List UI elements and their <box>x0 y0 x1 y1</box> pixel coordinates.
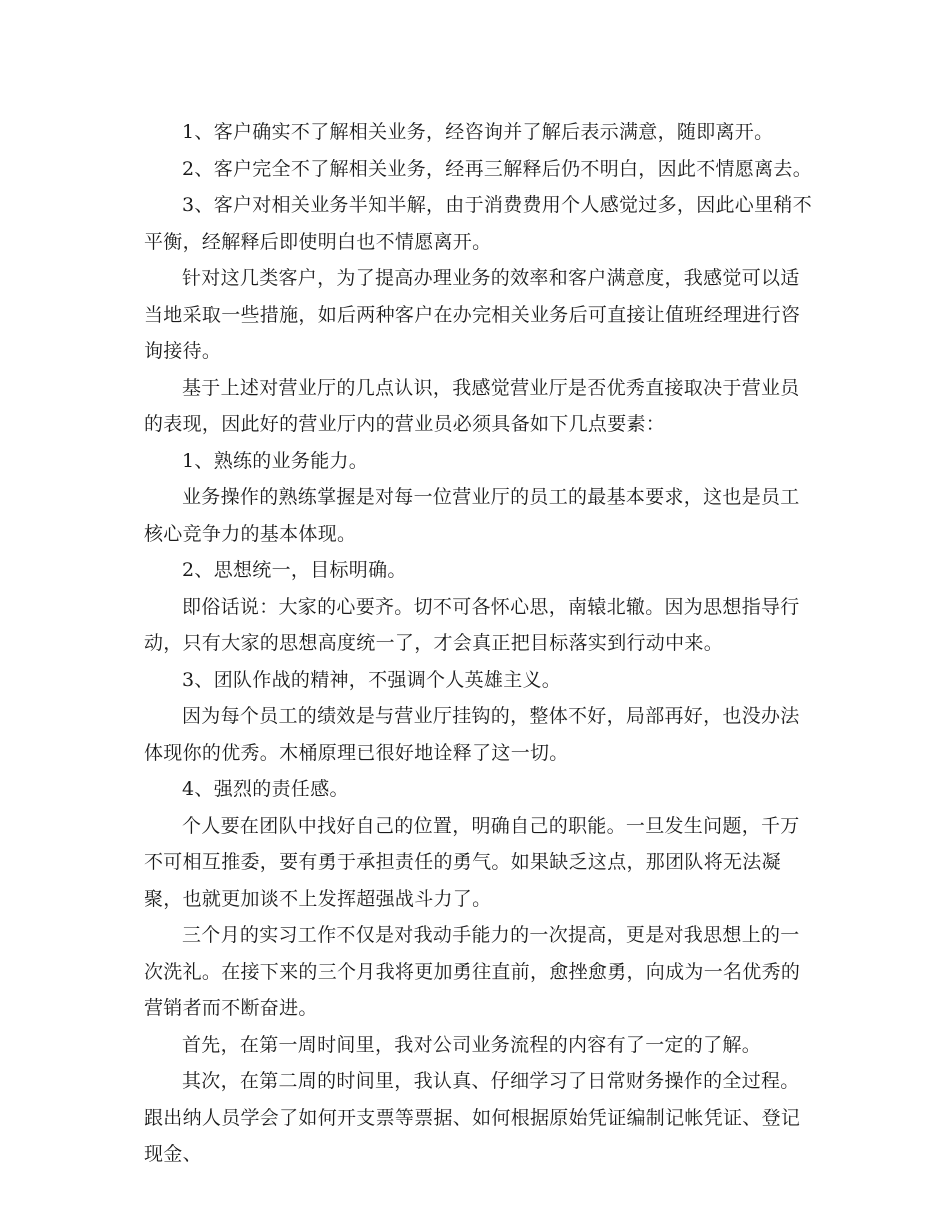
paragraph: 1、客户确实不了解相关业务，经咨询并了解后表示满意，随即离开。 <box>182 121 774 143</box>
paragraph: 基于上述对营业厅的几点认识，我感觉营业厅是否优秀直接取决于营业员的表现，因此好的营业厅内的营业员必须具备如下几点要素： <box>144 376 800 435</box>
paragraph: 业务操作的熟练掌握是对每一位营业厅的员工的最基本要求，这也是员工核心竞争力的基本体现。 <box>144 486 800 545</box>
document-body <box>144 114 812 1173</box>
paragraph: 2、客户完全不了解相关业务，经再三解释后仍不明白，因此不情愿离去。 <box>182 157 812 180</box>
paragraph: 3、客户对相关业务半知半解，由于消费费用个人感觉过多，因此心里稍不平衡，经解释后即使明白也不情愿离开。 <box>144 194 812 253</box>
paragraph: 因为每个员工的绩效是与营业厅挂钩的，整体不好，局部再好，也没办法体现你的优秀。木桶原理已很好地诠释了这一切。 <box>144 705 800 764</box>
paragraph: 3、团队作战的精神，不强调个人英雄主义。 <box>182 668 562 691</box>
paragraph: 其次，在第二周的时间里，我认真、仔细学习了日常财务操作的全过程。跟出纳人员学会了如何开支票等票据、如何根据原始凭证编制记帐凭证、登记现金、 <box>144 1070 801 1165</box>
paragraph: 个人要在团队中找好自己的位置，明确自己的职能。一旦发生问题，千万不可相互推委，要有勇于承担责任的勇气。如果缺乏这点，那团队将无法凝聚，也就更加谈不上发挥超强战斗力了。 <box>144 814 800 910</box>
paragraph: 即俗话说：大家的心要齐。切不可各怀心思，南辕北辙。因为思想指导行动，只有大家的思想高度统一了，才会真正把目标落实到行动中来。 <box>144 595 800 654</box>
paragraph: 三个月的实习工作不仅是对我动手能力的一次提高，更是对我思想上的一次洗礼。在接下来的三个月我将更加勇往直前，愈挫愈勇，向成为一名优秀的营销者而不断奋进。 <box>144 924 801 1019</box>
paragraph: 4、强烈的责任感。 <box>182 778 349 800</box>
paragraph: 首先，在第一周时间里，我对公司业务流程的内容有了一定的了解。 <box>182 1033 762 1056</box>
paragraph: 2、思想统一，目标明确。 <box>182 559 407 581</box>
paragraph: 1、熟练的业务能力。 <box>182 449 369 472</box>
paragraph: 针对这几类客户，为了提高办理业务的效率和客户满意度，我感觉可以适当地采取一些措施，如后两种客户在办完相关业务后可直接让值班经理进行咨询接待。 <box>144 267 801 362</box>
